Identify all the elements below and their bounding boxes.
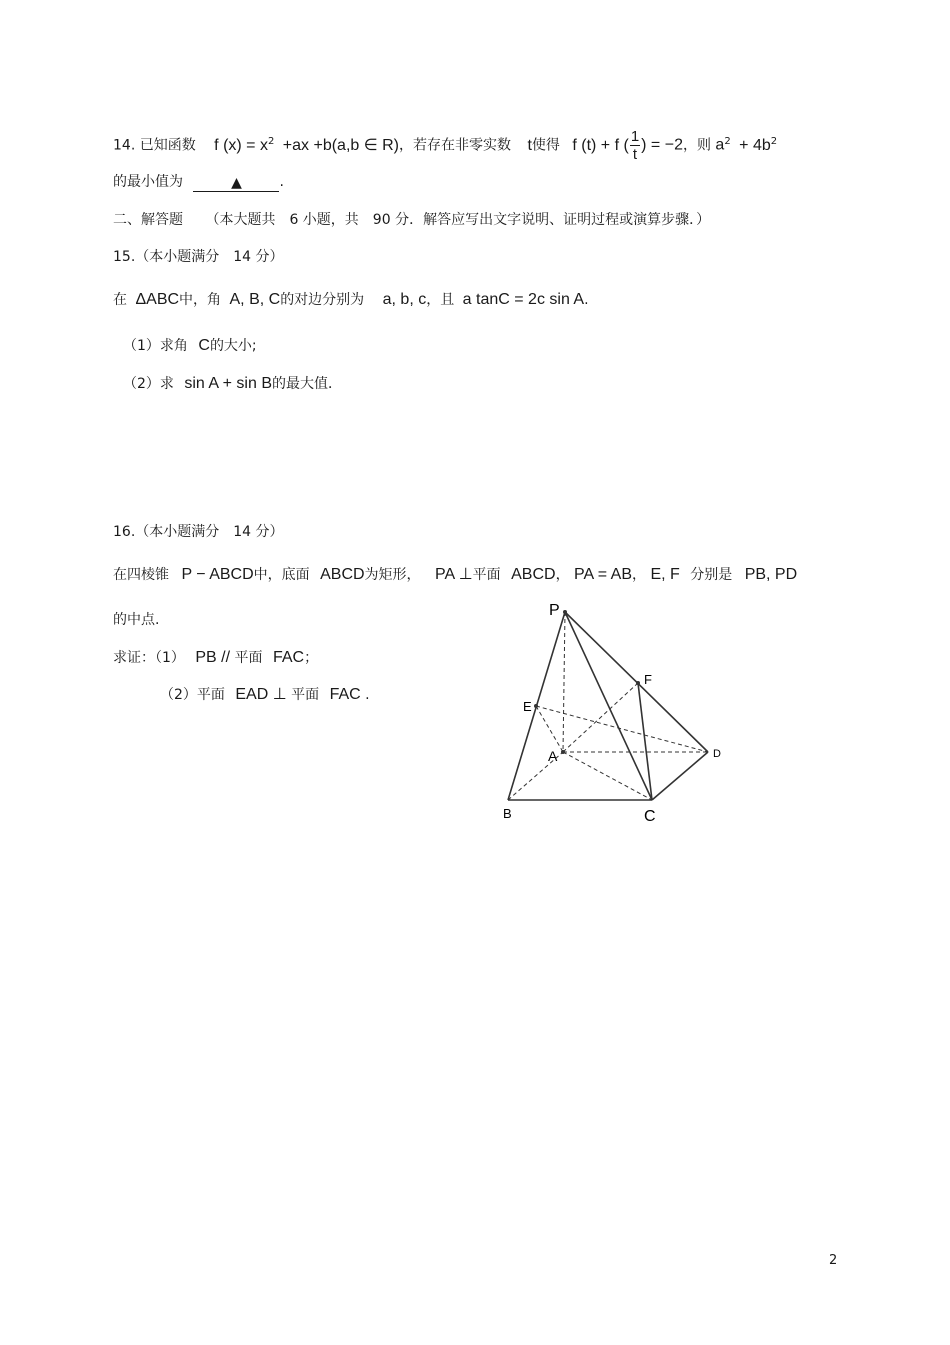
label-e: E (523, 699, 532, 714)
q16-stem-e: ， (555, 567, 570, 583)
q14-fraction (630, 128, 640, 163)
q15-triangle: ΔABC (135, 291, 180, 308)
q16-proof1-expr: PB // (195, 649, 235, 666)
q16-pa: PA ⊥ (435, 566, 473, 583)
q16-line2: 的中点. (113, 612, 160, 628)
q15-p2-expr: sin A + sin B (184, 375, 272, 392)
edge-pc (565, 612, 652, 800)
q16-proof1 (113, 648, 318, 668)
q14-expr3: f (t) + f ( (572, 136, 629, 154)
q16-proof2-plane: FAC (329, 686, 361, 703)
vertex-a (561, 750, 565, 754)
q16-base: ABCD (320, 566, 365, 583)
q16-stem-f: ， (631, 567, 646, 583)
q14-text3: ，则 (682, 137, 711, 154)
q16-proof1-plane: FAC (272, 649, 305, 666)
q15-part2 (123, 374, 342, 394)
segment-ac (563, 752, 652, 800)
q16-proof1-end: ； (304, 650, 319, 666)
q14-var-t: t (527, 136, 532, 154)
q16-proof2-end: . (365, 687, 370, 703)
q16-stem-g: 分别是 (690, 567, 733, 583)
q14-frac-den: t (632, 146, 638, 163)
q15-stem-b: 中，角 (179, 292, 222, 308)
section-heading (113, 210, 710, 230)
label-d: D (713, 748, 721, 760)
q16-header: 16.（本小题满分 14 分） (113, 524, 284, 540)
q15-p1-label: （1）求角 (123, 338, 188, 354)
answer-blank (193, 173, 279, 192)
q16-proof2-text: 平面 (291, 687, 320, 703)
q16-stem-b: 中，底面 (253, 567, 310, 583)
vertex-f (636, 681, 640, 685)
segment-ae (536, 706, 563, 752)
q16-stem-d: 平面 (472, 567, 501, 583)
q16-plane: ABCD (511, 566, 556, 583)
q14-line2-end: . (279, 174, 284, 190)
q16-proof-label: 求证：（1） (113, 650, 185, 666)
label-a: A (548, 748, 558, 764)
section-title: 二、解答题 (113, 212, 183, 228)
q15-p1-end: 的大小; (209, 338, 257, 354)
segment-fc (638, 683, 652, 800)
q14-expr4: ) = −2 (641, 136, 683, 154)
q15-stem-c: 的对边分别为 (280, 292, 365, 308)
q16-proof2 (160, 685, 370, 705)
q16-pyramid: P − ABCD (181, 566, 254, 583)
q14-expr1-sup: 2 (267, 135, 275, 147)
q14-label: 14. 已知函数 (113, 137, 196, 154)
page-number: 2 (829, 1253, 838, 1268)
q14-line2 (113, 172, 284, 192)
q14-expr6: + 4b (739, 136, 771, 154)
q15-part1 (123, 336, 257, 356)
q14-expr5: a (715, 136, 725, 154)
edge-pa (563, 612, 565, 752)
label-p: P (549, 602, 560, 619)
q14-frac-num: 1 (630, 128, 640, 145)
q14-expr1: f (x) = x (214, 136, 268, 154)
triangle-icon: ▲ (231, 175, 242, 191)
q15-equation: a tanC = 2c sin A (462, 291, 585, 308)
q14-expr5-sup: 2 (724, 135, 731, 147)
q16-proof2-expr: EAD ⊥ (235, 686, 287, 703)
q15-stem-a: 在 (113, 292, 127, 308)
segment-af (563, 683, 638, 752)
q16-midpoints: PB, PD (744, 566, 798, 583)
q15-stem (113, 290, 589, 310)
label-c: C (644, 808, 656, 825)
q16-proof1-text: 平面 (234, 650, 263, 666)
q16-stem (113, 565, 797, 585)
label-b: B (503, 806, 512, 821)
q15-angles: A, B, C (229, 291, 281, 308)
q14-text2: 使得 (531, 137, 560, 154)
q15-p1-var: C (198, 337, 210, 354)
vertex-e (534, 704, 538, 708)
q16-proof2-label: （2）平面 (160, 687, 225, 703)
pyramid-figure (490, 595, 730, 830)
q16-stem-c: 为矩形， (364, 567, 421, 583)
q15-header: 15.（本小题满分 14 分） (113, 249, 284, 265)
q15-p2-label: （2）求 (123, 376, 174, 392)
q16-stem-a: 在四棱锥 (113, 567, 169, 583)
q14-expr6-sup: 2 (770, 135, 778, 147)
q14-text1: ，若存在非零实数 (399, 137, 511, 154)
label-f: F (644, 672, 652, 687)
q14-expr2: +ax +b(a,b ∈ R) (282, 136, 399, 154)
q14-line2-text: 的最小值为 (113, 174, 183, 190)
q15-stem-d: ，且 (426, 292, 455, 308)
edge-cd (652, 752, 708, 800)
q15-p2-end: 的最大值． (271, 376, 342, 392)
q14-line1 (113, 128, 777, 163)
q16-eq: PA = AB (574, 566, 632, 583)
q15-sides: a, b, c (382, 291, 427, 308)
segment-ed (536, 706, 708, 752)
vertex-p (563, 610, 567, 614)
q15-stem-end: . (584, 292, 589, 308)
q16-ef: E, F (650, 566, 680, 583)
section-note: （本大题共 6 小题，共 90 分．解答应写出文字说明、证明过程或演算步骤．） (205, 212, 711, 228)
